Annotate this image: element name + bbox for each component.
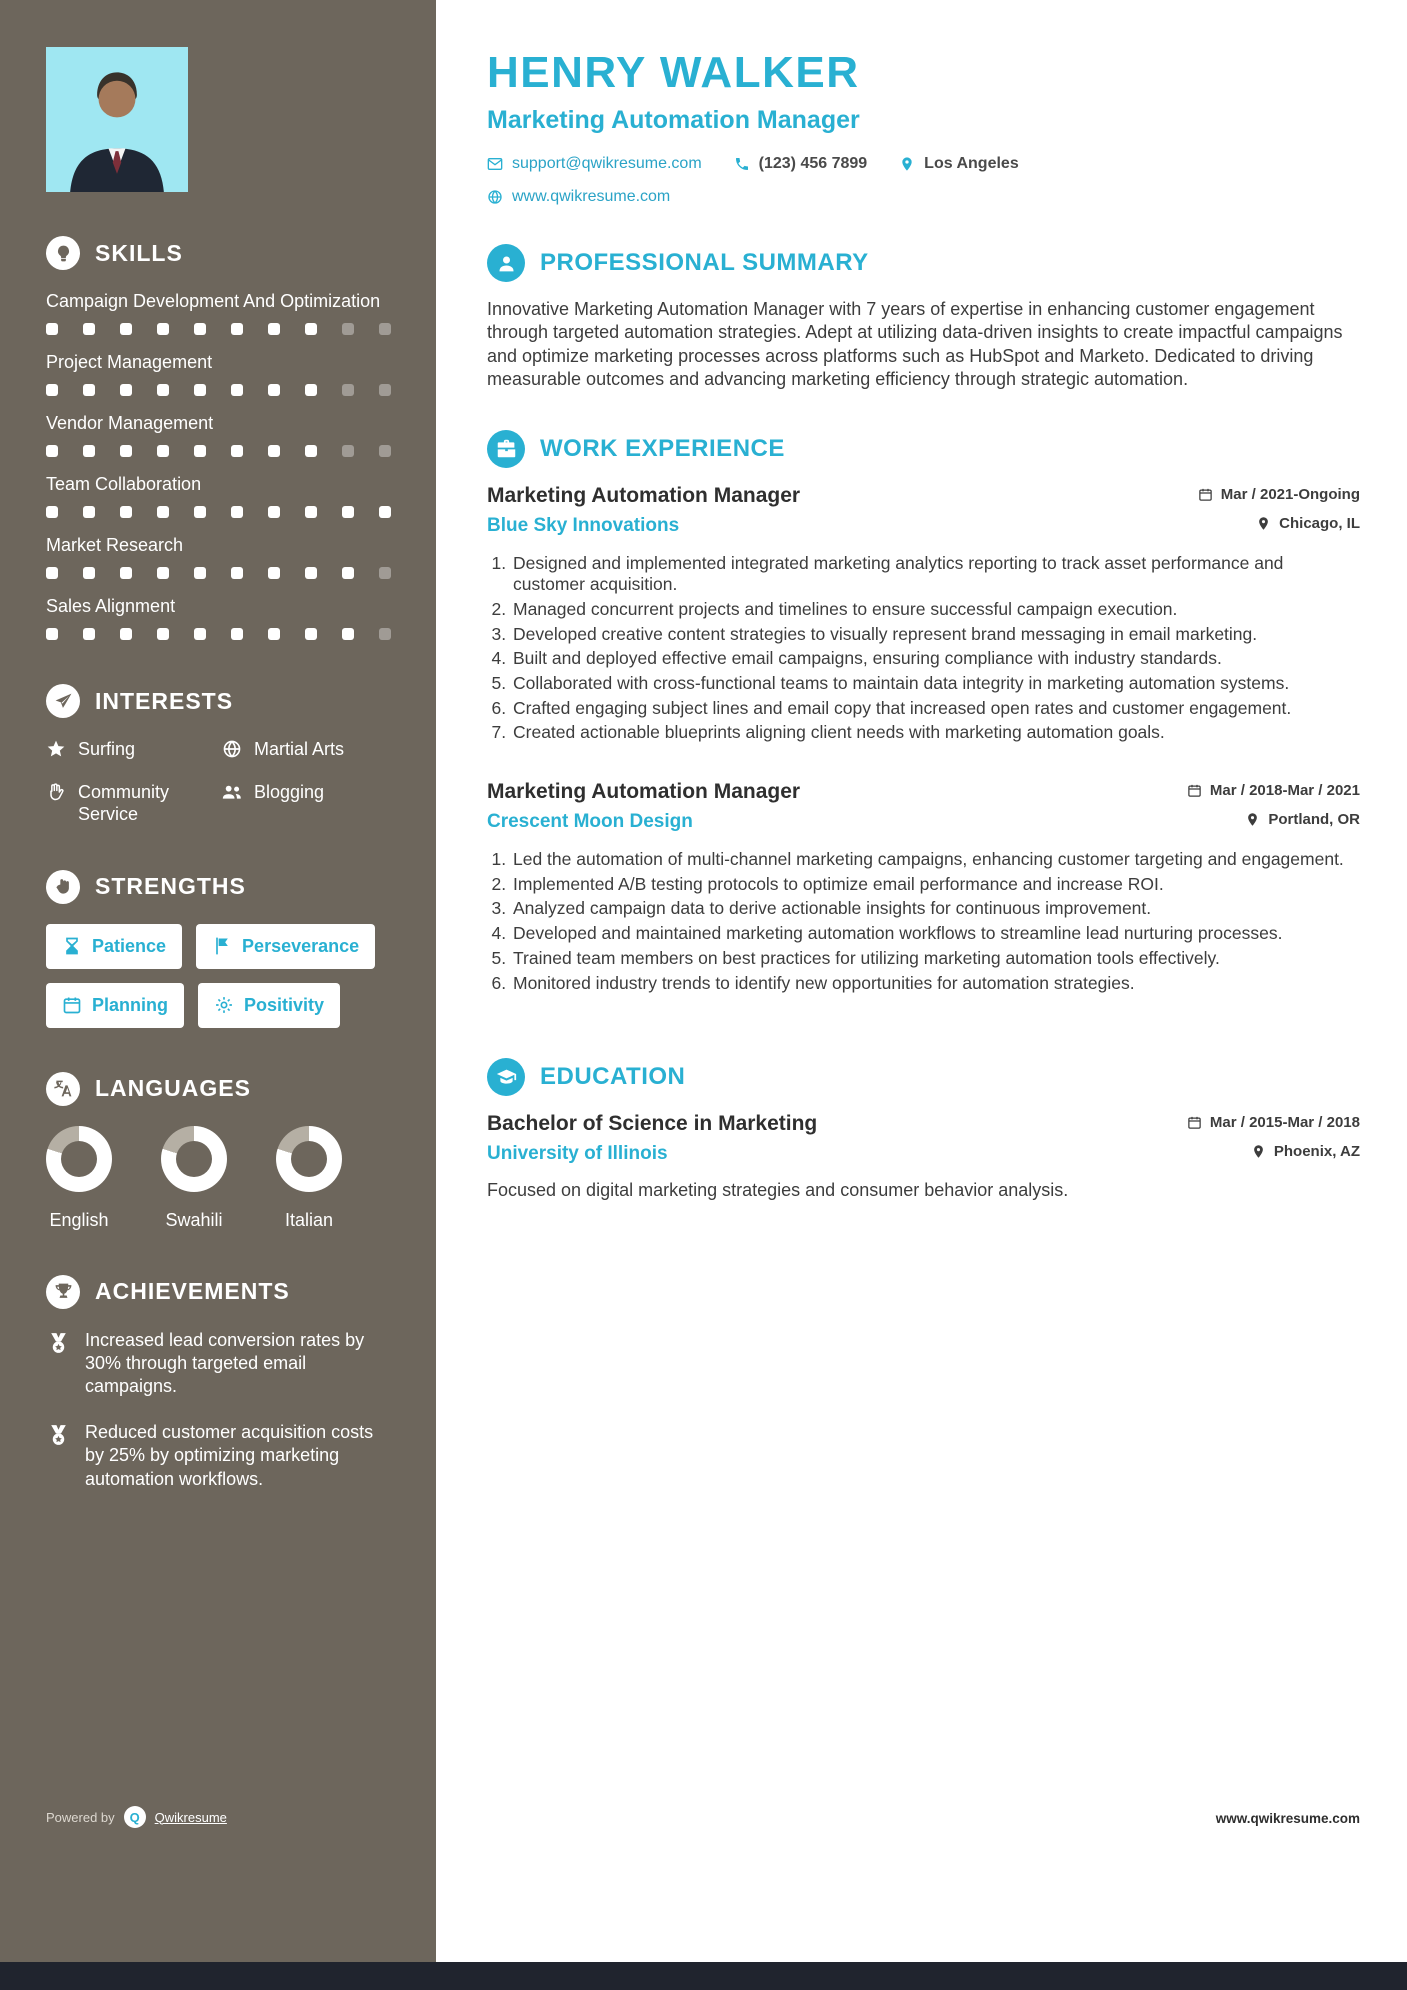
education-note: Focused on digital marketing strategies and consumer behavior analysis. (487, 1180, 1069, 1201)
sidebar-footer (46, 1806, 227, 1828)
fist-icon (46, 870, 80, 904)
skills-heading (46, 236, 391, 270)
strength-label: Positivity (244, 994, 325, 1015)
skill-level-dot (342, 445, 354, 457)
skill-level-dot (157, 628, 169, 640)
achievement-text: Reduced customer acquisition costs by 25% by optimizing marketing automation workflows. (85, 1421, 374, 1489)
language-item (276, 1126, 342, 1231)
job-bullet: 1. Led the automation of multi-channel marketing campaigns, enhancing customer targeting and engagement. (511, 849, 1360, 871)
language-label: Italian (284, 1209, 334, 1230)
job-bullets (487, 553, 1360, 745)
skill-level-dot (194, 628, 206, 640)
skill-level-dot (83, 445, 95, 457)
skill-level (46, 628, 391, 640)
achievements-title: ACHIEVEMENTS (95, 1278, 290, 1305)
skill-level-dot (379, 445, 391, 457)
interests-title: INTERESTS (95, 687, 234, 714)
job-location-text: Chicago, IL (1279, 514, 1360, 532)
strengths-list (46, 924, 396, 1028)
profile-photo (46, 47, 188, 192)
skill-name: Market Research (46, 535, 184, 556)
skill-item (46, 595, 391, 640)
skill-level-dot (194, 567, 206, 579)
achievement-item (46, 1421, 391, 1491)
pin-icon (1256, 516, 1271, 531)
skill-level-dot (305, 384, 317, 396)
skill-level-dot (194, 506, 206, 518)
skill-level-dot (342, 506, 354, 518)
language-label: English (49, 1209, 109, 1230)
skill-level-dot (231, 567, 243, 579)
skill-level-dot (194, 445, 206, 457)
skill-name: Team Collaboration (46, 474, 202, 495)
section-achievements (46, 1275, 391, 1491)
summary-heading (487, 244, 1360, 282)
achievements-heading (46, 1275, 391, 1309)
job-header (487, 484, 1360, 508)
education-degree: Bachelor of Science in Marketing (487, 1112, 818, 1136)
qwikresume-brand-link[interactable]: Qwikresume (154, 1809, 227, 1825)
interests-list (46, 738, 391, 826)
job-bullet: 1. Designed and implemented integrated marketing analytics reporting to track asset performance and customer acquisition. (511, 553, 1360, 596)
strength-chip (46, 924, 182, 969)
experience-title: WORK EXPERIENCE (540, 434, 785, 462)
jobs-list (487, 484, 1360, 995)
pin-icon (1245, 812, 1260, 827)
skill-name: Vendor Management (46, 413, 214, 434)
education-heading (487, 1058, 1360, 1096)
skill-level-dot (342, 628, 354, 640)
skill-level-dot (157, 384, 169, 396)
skill-level-dot (46, 445, 58, 457)
calendar-icon (62, 995, 82, 1015)
skill-level-dot (157, 445, 169, 457)
strength-label: Perseverance (242, 935, 360, 956)
languages-heading (46, 1072, 391, 1106)
education-school: University of Illinois (487, 1143, 668, 1165)
sidebar (0, 0, 436, 1990)
job-bullet: 5. Trained team members on best practices for utilizing marketing automation tools effectively. (511, 948, 1360, 970)
skill-level-dot (83, 384, 95, 396)
section-experience (487, 430, 1360, 995)
strengths-title: STRENGTHS (95, 873, 246, 900)
education-entry (487, 1112, 1360, 1202)
job-subheader (487, 811, 1360, 833)
skill-level-dot (120, 567, 132, 579)
language-donut (46, 1126, 112, 1192)
section-languages (46, 1072, 391, 1231)
education-header (487, 1112, 1360, 1136)
company-name: Blue Sky Innovations (487, 514, 680, 536)
page-bottom-bar (0, 1962, 1407, 1990)
skill-level-dot (46, 506, 58, 518)
paper-plane-icon (46, 684, 80, 718)
contact-label[interactable]: Los Angeles (924, 155, 1019, 172)
skill-level-dot (268, 506, 280, 518)
section-interests (46, 684, 391, 826)
skill-level-dot (268, 323, 280, 335)
interests-heading (46, 684, 391, 718)
main-content (436, 0, 1407, 1990)
pin-icon (899, 156, 915, 172)
calendar-icon (1187, 783, 1202, 798)
achievement-item (46, 1329, 391, 1399)
language-item (46, 1126, 112, 1231)
job-entry (487, 484, 1360, 745)
language-label: Swahili (165, 1209, 223, 1230)
skill-level-dot (342, 384, 354, 396)
candidate-name: HENRY WALKER (487, 48, 860, 97)
job-title: Marketing Automation Manager (487, 483, 801, 507)
trophy-icon (46, 1275, 80, 1309)
skill-name: Campaign Development And Optimization (46, 291, 381, 311)
languages-list (46, 1126, 391, 1231)
skill-level-dot (157, 506, 169, 518)
skill-item (46, 473, 391, 518)
globe-icon (487, 189, 503, 205)
skill-item (46, 534, 391, 579)
skills-list (46, 290, 391, 640)
skill-level-dot (120, 323, 132, 335)
calendar-icon (1198, 487, 1213, 502)
interest-label: Blogging (254, 781, 325, 802)
job-location-text: Portland, OR (1268, 811, 1360, 829)
skill-level-dot (120, 628, 132, 640)
summary-text: Innovative Marketing Automation Manager with 7 years of expertise in enhancing customer engagement through targeted automation strategies. Adept at utilizing data-driven insights to create impactful campaigns and optimize marketing processes across platforms such as HubSpot and Marketo. Dedicated to driving measurable outcomes and advancing marketing efficiency through strategic automation. (487, 299, 1343, 390)
skill-level (46, 567, 391, 579)
skill-level-dot (268, 384, 280, 396)
education-location-text: Phoenix, AZ (1273, 1143, 1360, 1161)
achievement-text: Increased lead conversion rates by 30% through targeted email campaigns. (85, 1329, 365, 1397)
envelope-icon (487, 156, 503, 172)
skill-level-dot (305, 628, 317, 640)
job-location (1256, 515, 1360, 532)
skills-title: SKILLS (95, 239, 183, 266)
globe-icon (222, 739, 242, 759)
strength-chip (46, 983, 184, 1028)
footer-website: www.qwikresume.com (1215, 1811, 1360, 1826)
section-education (487, 1058, 1360, 1202)
skill-level-dot (83, 506, 95, 518)
section-skills (46, 236, 391, 640)
job-bullet: 4. Built and deployed effective email campaigns, ensuring compliance with industry standards. (511, 648, 1360, 670)
section-summary (487, 244, 1360, 392)
person-icon (487, 244, 525, 282)
job-header (487, 780, 1360, 804)
job-bullet: 3. Developed creative content strategies to visually represent brand messaging in email marketing. (511, 624, 1360, 646)
graduation-cap-icon (487, 1058, 525, 1096)
skill-level-dot (46, 384, 58, 396)
contact-label[interactable]: support@qwikresume.com (512, 155, 702, 172)
strengths-heading (46, 870, 391, 904)
skill-level-dot (83, 567, 95, 579)
star-icon (46, 739, 66, 759)
job-bullet: 4. Developed and maintained marketing automation workflows to streamline lead nurturing processes. (511, 923, 1360, 945)
strength-chip (198, 983, 340, 1028)
skill-level-dot (268, 567, 280, 579)
interest-item (46, 781, 222, 826)
skill-item (46, 351, 391, 396)
skill-level-dot (231, 384, 243, 396)
skill-level-dot (231, 445, 243, 457)
interest-label: Community Service (78, 781, 170, 825)
job-entry (487, 780, 1360, 994)
skill-level-dot (305, 323, 317, 335)
skill-level-dot (46, 628, 58, 640)
skill-level-dot (46, 323, 58, 335)
education-dates (1187, 1114, 1360, 1131)
powered-by-label: Powered by (46, 1809, 115, 1825)
website-label[interactable]: www.qwikresume.com (512, 188, 671, 205)
education-dates-text: Mar / 2015-Mar / 2018 (1209, 1114, 1360, 1132)
job-bullet: 2. Managed concurrent projects and timelines to ensure successful campaign execution. (511, 599, 1360, 621)
skill-level-dot (231, 628, 243, 640)
contact-row (487, 155, 1360, 173)
skill-level-dot (305, 567, 317, 579)
candidate-role: Marketing Automation Manager (487, 106, 860, 134)
skill-level-dot (305, 506, 317, 518)
contact-label[interactable]: (123) 456 7899 (758, 155, 868, 172)
experience-heading (487, 430, 1360, 468)
medal-icon (46, 1423, 71, 1448)
skill-level-dot (379, 567, 391, 579)
strength-label: Patience (92, 935, 167, 956)
education-title: EDUCATION (540, 1063, 686, 1091)
skill-level-dot (379, 628, 391, 640)
section-strengths (46, 870, 391, 1028)
translate-icon (46, 1072, 80, 1106)
job-bullet: 6. Crafted engaging subject lines and email copy that increased open rates and customer engagement. (511, 698, 1360, 720)
job-dates (1198, 486, 1360, 503)
strength-label: Planning (92, 994, 168, 1015)
medal-icon (46, 1331, 71, 1356)
skill-name: Project Management (46, 352, 213, 373)
interest-item (222, 781, 391, 826)
skill-level-dot (342, 323, 354, 335)
skill-level-dot (379, 323, 391, 335)
skill-level-dot (157, 323, 169, 335)
job-location (1245, 811, 1360, 828)
skill-level-dot (83, 628, 95, 640)
hand-icon (46, 782, 66, 802)
skill-name: Sales Alignment (46, 596, 176, 617)
language-donut (276, 1126, 342, 1192)
skill-level-dot (268, 628, 280, 640)
job-dates-text: Mar / 2021-Ongoing (1220, 485, 1360, 503)
job-bullet: 5. Collaborated with cross-functional teams to maintain data integrity in marketing automation systems. (511, 673, 1360, 695)
gear-icon (214, 995, 234, 1015)
users-icon (222, 782, 242, 802)
hourglass-icon (62, 936, 82, 956)
skill-level-dot (379, 506, 391, 518)
education-subheader (487, 1143, 1360, 1165)
contact-item[interactable] (734, 155, 868, 173)
contact-item[interactable] (899, 155, 1019, 173)
job-bullet: 2. Implemented A/B testing protocols to optimize email performance and increase ROI. (511, 874, 1360, 896)
skill-level-dot (342, 567, 354, 579)
contact-item[interactable] (487, 155, 702, 173)
phone-icon (734, 156, 750, 172)
skill-level-dot (268, 445, 280, 457)
skill-level-dot (83, 323, 95, 335)
skill-level (46, 323, 391, 335)
flag-icon (212, 936, 232, 956)
skill-level (46, 445, 391, 457)
qwikresume-logo-icon: Q (124, 1806, 146, 1828)
skill-level-dot (120, 445, 132, 457)
briefcase-icon (487, 430, 525, 468)
language-donut (161, 1126, 227, 1192)
job-bullet: 6. Monitored industry trends to identify new opportunities for automation strategies. (511, 973, 1360, 995)
company-name: Crescent Moon Design (487, 811, 693, 833)
calendar-icon (1187, 1115, 1202, 1130)
skill-level-dot (379, 384, 391, 396)
interest-item (46, 738, 222, 761)
skill-level-dot (157, 567, 169, 579)
skill-level-dot (120, 506, 132, 518)
job-bullet: 3. Analyzed campaign data to derive actionable insights for continuous improvement. (511, 898, 1360, 920)
skill-item (46, 412, 391, 457)
skill-level (46, 384, 391, 396)
job-dates-text: Mar / 2018-Mar / 2021 (1209, 782, 1360, 800)
profile-photo-illustration (46, 47, 188, 192)
interest-label: Martial Arts (254, 739, 345, 760)
job-bullet: 7. Created actionable blueprints aligning client needs with marketing automation goals. (511, 722, 1360, 744)
skill-level-dot (46, 567, 58, 579)
interest-label: Surfing (78, 739, 136, 760)
skill-level-dot (120, 384, 132, 396)
education-location (1251, 1143, 1360, 1160)
website-item[interactable] (487, 188, 670, 206)
skill-level-dot (194, 323, 206, 335)
pin-icon (1251, 1144, 1266, 1159)
skill-level-dot (231, 506, 243, 518)
job-dates (1187, 782, 1360, 799)
skill-level-dot (305, 445, 317, 457)
skill-level-dot (231, 323, 243, 335)
job-bullets (487, 849, 1360, 994)
strength-chip (196, 924, 375, 969)
achievements-list (46, 1329, 391, 1491)
interest-item (222, 738, 391, 761)
job-subheader (487, 515, 1360, 537)
website-row (487, 188, 1360, 206)
languages-title: LANGUAGES (95, 1075, 251, 1102)
language-item (161, 1126, 227, 1231)
skill-level (46, 506, 391, 518)
summary-title: PROFESSIONAL SUMMARY (540, 249, 869, 276)
skill-level-dot (194, 384, 206, 396)
job-title: Marketing Automation Manager (487, 780, 801, 804)
skill-item (46, 290, 391, 335)
lightbulb-icon (46, 236, 80, 270)
